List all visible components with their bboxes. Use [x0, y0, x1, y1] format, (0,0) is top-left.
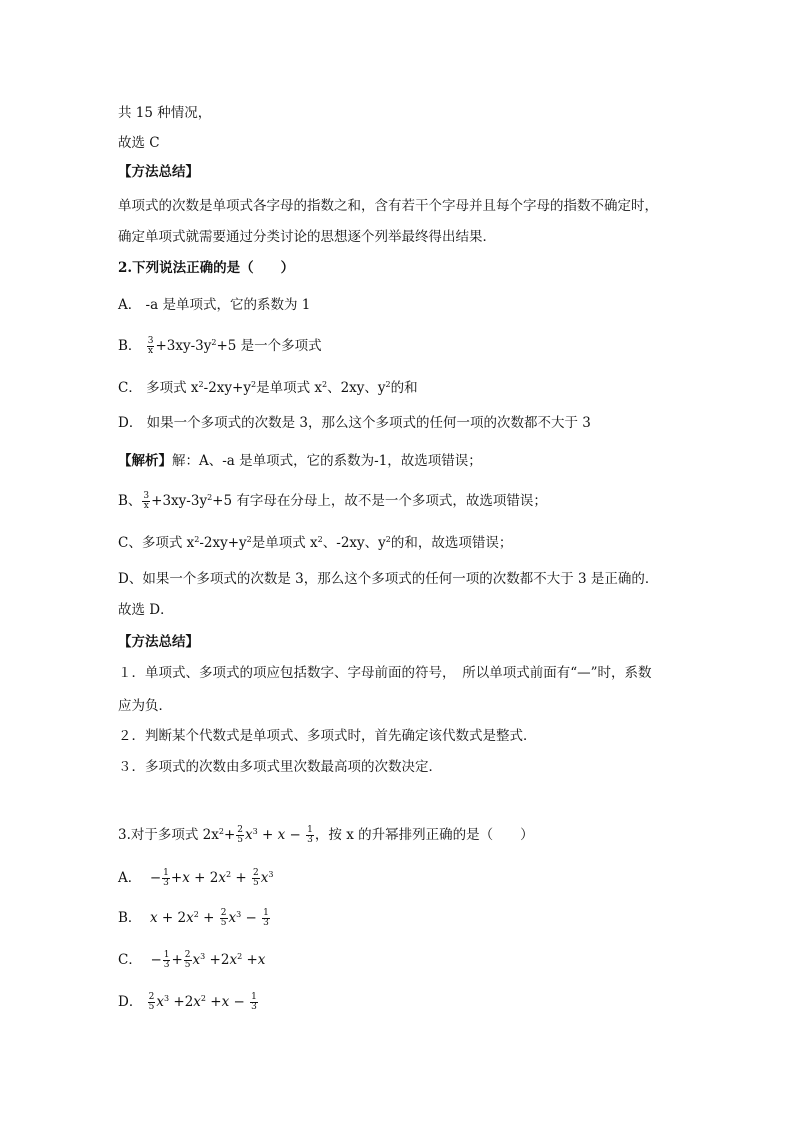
option-label: A． — [118, 870, 142, 886]
option-label: A． — [118, 297, 142, 313]
question-stem: 2.下列说法正确的是（ ） — [118, 260, 295, 276]
option-label: C． — [118, 380, 142, 396]
option-d — [118, 414, 591, 432]
fraction: $\frac{3}{x}$ — [147, 336, 154, 356]
option-label: B． — [118, 910, 142, 926]
option-text: -a 是单项式，它的系数为 1 — [145, 297, 311, 313]
fraction: $\frac{2}{5}$ — [237, 825, 244, 845]
option-label: D． — [118, 415, 143, 431]
analysis-tag: 【解析】 — [118, 453, 172, 469]
summary-item: ２．判断某个代数式是单项式、多项式时，首先确定该代数式是整式． — [118, 728, 537, 744]
text-line: 确定单项式就需要通过分类讨论的思想逐个列举最终得出结果． — [118, 229, 496, 245]
analysis-line: C、多项式 $x^2-2xy+y^2$是单项式 $x^2$、-2xy、$y^2$的和，故选项错误； — [118, 535, 513, 551]
option-b — [118, 909, 271, 928]
summary-item: ３．多项式的次数由多项式里次数最高项的次数决定． — [118, 759, 442, 775]
option-label: B． — [118, 338, 142, 354]
option-a — [118, 869, 273, 888]
math-expression: − $\frac{1}{3}$ $+x + 2x^2$ + $\frac{2}{5}$ $x^3$ — [149, 868, 274, 888]
option-text: 如果一个多项式的次数是 3，那么这个多项式的任何一项的次数都不大于 3 — [146, 415, 591, 431]
option-c: C． 多项式 $x^2-2xy+y^2$是单项式 $x^2$、2xy、$y^2$的和 — [118, 380, 418, 396]
option-text: +5 是一个多项式 — [216, 338, 322, 354]
option-label: C． — [118, 952, 142, 968]
answer-line: 故选 D． — [118, 602, 174, 618]
section-heading: 【方法总结】 — [118, 634, 199, 650]
option-b: B． $\frac{3}{x}$ $+3xy-3y^2+5$ 是一个多项式 — [118, 336, 322, 356]
text-line: 故选 C — [118, 135, 160, 151]
question-stem: 3.对于多项式 $2x^2+$ $\frac{2}{5}$ $x^3 + x$ − $\frac{1}{3}$ ，按 x 的升幂排列正确的是（ ） — [118, 825, 534, 845]
text-line: 共 15 种情况， — [118, 105, 212, 121]
math-expression: − $\frac{1}{3}$ + $\frac{2}{5}$ $x^3 +2x^2 +x$ — [150, 950, 266, 970]
analysis-line: 【解析】解：A、-a 是单项式，它的系数为-1，故选项错误； — [118, 453, 482, 469]
option-text: +3xy-3y — [155, 338, 212, 354]
option-d — [118, 993, 259, 1012]
math-expression: $x + 2x^2$ + $\frac{2}{5}$ $x^3$ − $\frac{1}{3}$ — [150, 908, 269, 928]
option-a — [118, 296, 310, 314]
text-line: 单项式的次数是单项式各字母的指数之和，含有若干个字母并且每个字母的指数不确定时， — [118, 198, 658, 214]
math-expression: $\frac{2}{5}$ $x^3 +2x^2 +x$ − $\frac{1}{3}$ — [148, 992, 257, 1012]
fraction: $\frac{1}{3}$ — [307, 825, 313, 845]
analysis-line: B、 $\frac{3}{x}$ $+3xy-3y^2+5$ 有字母在分母上，故不是一个多项式，故选项错误； — [118, 491, 547, 511]
option-c — [118, 951, 265, 970]
summary-item: １．单项式、多项式的项应包括数字、字母前面的符号， 所以单项式前面有“—”时，系数 — [118, 665, 652, 681]
option-label: D． — [118, 994, 143, 1010]
section-heading: 【方法总结】 — [118, 164, 199, 180]
fraction: $\frac{3}{x}$ — [143, 491, 150, 511]
summary-item: 应为负． — [118, 698, 172, 714]
analysis-line: D、如果一个多项式的次数是 3，那么这个多项式的任何一项的次数都不大于 3 是正确的． — [118, 571, 659, 587]
